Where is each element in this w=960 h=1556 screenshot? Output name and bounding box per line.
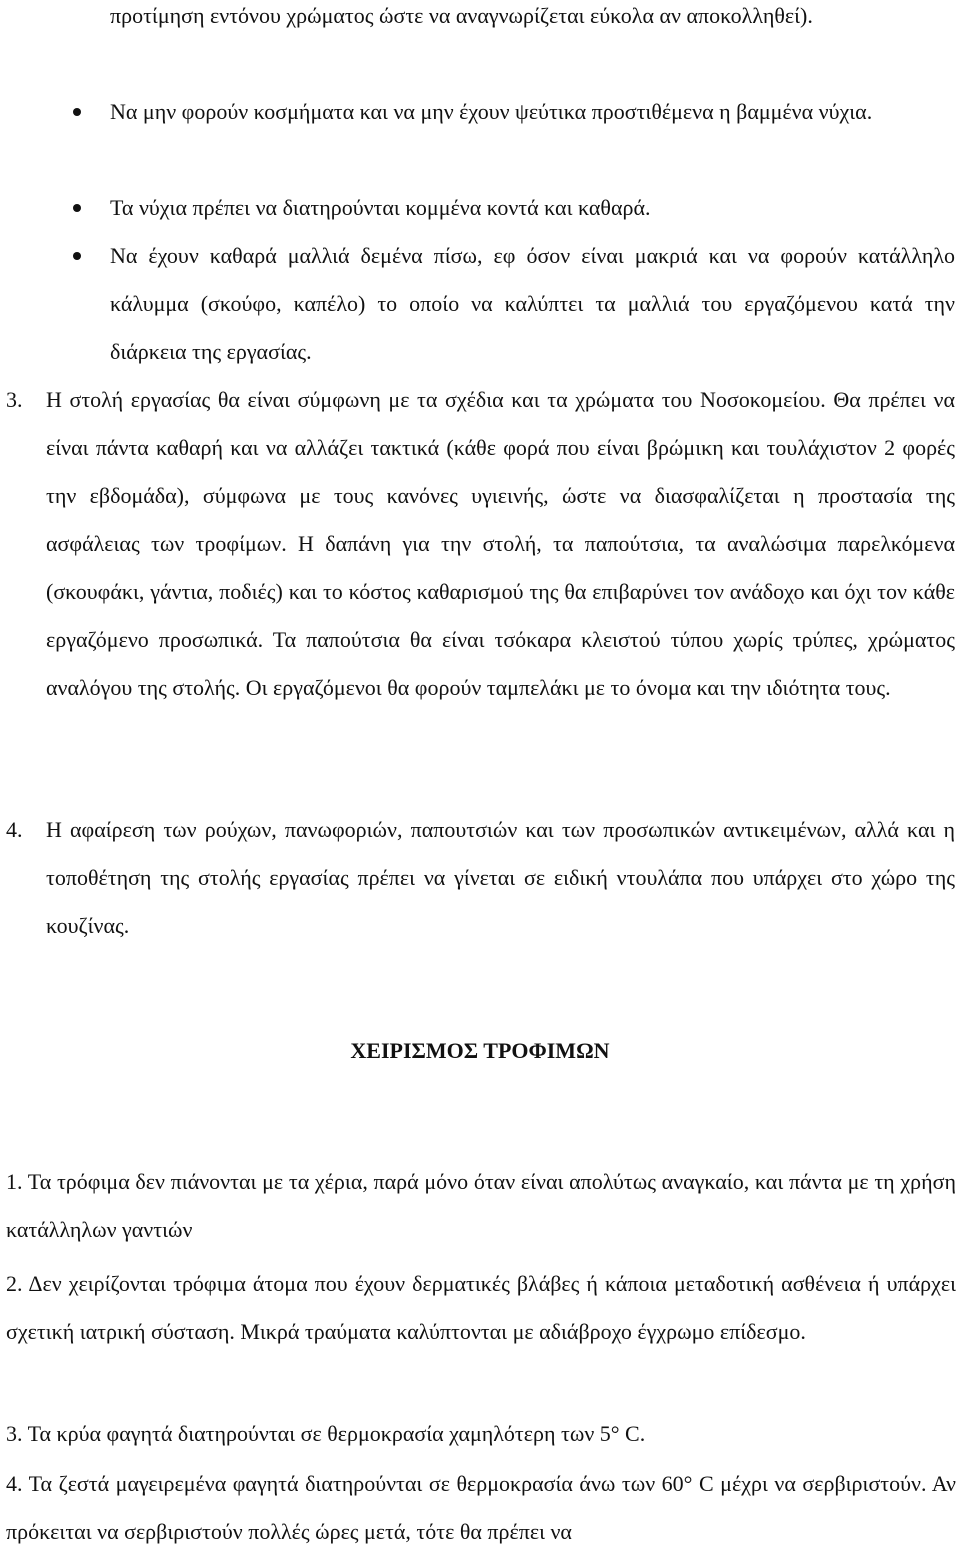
food-item-2: 2. Δεν χειρίζονται τρόφιμα άτομα που έχουν δερματικές βλάβες ή κάποια μεταδοτική ασθένεια ή υπάρχει σχετική ιατρική σύσταση. Μικρά τραύματα καλύπτονται με αδιάβροχο έγχρωμο επίδεσμο. xyxy=(6,1271,956,1344)
continuation-paragraph: προτίμηση εντόνου χρώματος ώστε να αναγνωρίζεται εύκολα αν αποκολληθεί). xyxy=(110,3,813,28)
numbered-item-uniform xyxy=(6,376,955,712)
food-item-1: 1. Τα τρόφιμα δεν πιάνονται με τα χέρια, παρά μόνο όταν είναι απολύτως αναγκαίο, και πάντα με τη χρήση κατάλληλων γαντιών xyxy=(6,1169,956,1242)
bullet-item-nails: Τα νύχια πρέπει να διατηρούνται κομμένα κοντά και καθαρά. xyxy=(110,184,955,232)
bullet-item-jewelry: Να μην φορούν κοσμήματα και να μην έχουν ψεύτικα προστιθέμενα η βαμμένα νύχια. xyxy=(110,88,955,136)
bullet-item-hair: Να έχουν καθαρά μαλλιά δεμένα πίσω, εφ όσον είναι μακριά και να φορούν κατάλληλο κάλυμμα (σκούφο, καπέλο) το οποίο να καλύπτει τα μαλλιά του εργαζόμενου κατά την διάρκεια της εργασίας. xyxy=(110,232,955,376)
numbered-item-clothing xyxy=(6,806,955,950)
item-number: 4. xyxy=(6,817,23,842)
food-item-4: 4. Τα ζεστά μαγειρεμένα φαγητά διατηρούνται σε θερμοκρασία άνω των 60° C μέχρι να σερβιριστούν. Αν πρόκειται να σερβιριστούν πολλές ώρες μετά, τότε θα πρέπει να xyxy=(6,1471,956,1544)
item-text: Η στολή εργασίας θα είναι σύμφωνη με τα σχέδια και τα χρώματα του Νοσοκομείου. Θα πρέπει να είναι πάντα καθαρή και να αλλάζει τακτικά (κάθε φορά που είναι βρώμικη και τουλάχιστον 2 φορές την εβδομάδα), σύμφωνα με τους κανόνες υγιεινής, ώστε να διασφαλίζεται η προστασία της ασφάλειας των τροφίμων. Η δαπάνη για την στολή, τα παπούτσια, τα αναλώσιμα παρελκόμενα (σκουφάκι, γάντια, ποδιές) και το κόστος καθαρισμού της θα επιβαρύνει τον ανάδοχο και όχι τον κάθε εργαζόμενο προσωπικά. Τα παπούτσια θα είναι τσόκαρα κλειστού τύπου χωρίς τρύπες, χρώματος αναλόγου της στολής. Οι εργαζόμενοι θα φορούν ταμπελάκι με το όνομα και την ιδιότητα τους. xyxy=(46,387,955,700)
section-heading: ΧΕΙΡΙΣΜΟΣ ΤΡΟΦΙΜΩΝ xyxy=(350,1038,610,1063)
item-number: 3. xyxy=(6,387,23,412)
food-item-3: 3. Τα κρύα φαγητά διατηρούνται σε θερμοκρασία χαμηλότερη των 5° C. xyxy=(6,1421,646,1446)
item-text: Η αφαίρεση των ρούχων, πανωφοριών, παπουτσιών και των προσωπικών αντικειμένων, αλλά και η τοποθέτηση της στολής εργασίας πρέπει να γίνεται σε ειδική ντουλάπα που υπάρχει στο χώρο της κουζίνας. xyxy=(46,817,955,938)
